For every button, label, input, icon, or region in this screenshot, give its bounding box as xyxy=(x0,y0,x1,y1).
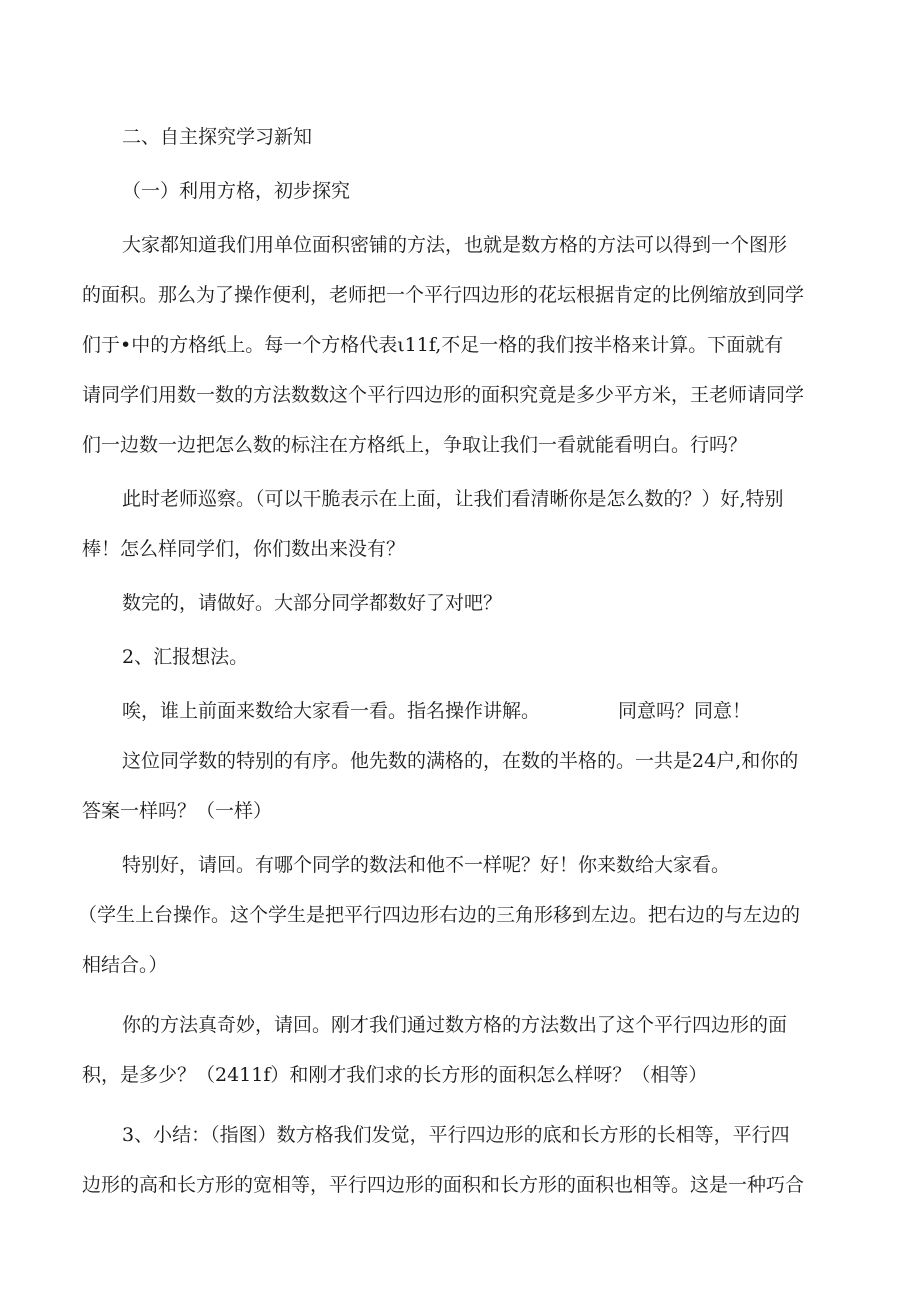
paragraph-line: 大家都知道我们用单位面积密铺的方法，也就是数方格的方法可以得到一个图形 xyxy=(122,234,788,256)
paragraph-line: 们一边数一边把怎么数的标注在方格纸上，争取让我们一看就能看明白。行吗？ xyxy=(82,434,748,456)
paragraph-line: 棒！怎么样同学们，你们数出来没有？ xyxy=(82,538,406,560)
subsection-heading: （一）利用方格，初步探究 xyxy=(122,180,351,202)
paragraph-line: 请同学们用数一数的方法数数这个平行四边形的面积究竟是多少平方米，王老师请同学 xyxy=(82,384,805,406)
paragraph-line: 的面积。那么为了操作便利，老师把一个平行四边形的花坛根据肯定的比例缩放到同学 xyxy=(82,284,805,306)
list-item-heading: 2、汇报想法。 xyxy=(122,646,249,668)
paragraph-line: 3、小结：（指图）数方格我们发觉，平行四边形的底和长方形的长相等，平行四 xyxy=(122,1124,790,1146)
paragraph-line: 答案一样吗？（一样） xyxy=(82,800,273,822)
section-heading: 二、自主探究学习新知 xyxy=(122,126,313,148)
paragraph-line xyxy=(82,686,842,736)
paragraph-line: 此时老师巡察。（可以干脆表示在上面，让我们看清晰你是怎么数的？）好,特别 xyxy=(122,488,784,510)
paragraph-line: 你的方法真奇妙，请回。刚才我们通过数方格的方法数出了这个平行四边形的面 xyxy=(122,1014,788,1036)
paragraph-line: （学生上台操作。这个学生是把平行四边形右边的三角形移到左边。把右边的与左边的 xyxy=(78,904,801,926)
paragraph-line: 相结合。） xyxy=(82,954,168,976)
paragraph-line: 数完的，请做好。大部分同学都数好了对吧？ xyxy=(122,592,503,614)
document-body xyxy=(78,112,842,1210)
paragraph-line: 边形的高和长方形的宽相等，平行四边形的面积和长方形的面积也相等。这是一种巧合 xyxy=(82,1174,805,1196)
paragraph-line: 们于•中的方格纸上。每一个方格代表ι11f,不足一格的我们按半格来计算。下面就有 xyxy=(82,334,784,356)
paragraph-line: 特别好，请回。有哪个同学的数法和他不一样呢？好！你来数给大家看。 xyxy=(122,854,731,876)
paragraph-text: 唉，谁上前面来数给大家看一看。指名操作讲解。 xyxy=(122,700,541,722)
paragraph-text: 同意吗？同意！ xyxy=(618,700,752,722)
paragraph-line: 这位同学数的特别的有序。他先数的满格的，在数的半格的。一共是24户,和你的 xyxy=(122,750,799,772)
paragraph-line: 积，是多少？（2411f）和刚才我们求的长方形的面积怎么样呀？（相等） xyxy=(82,1064,708,1086)
